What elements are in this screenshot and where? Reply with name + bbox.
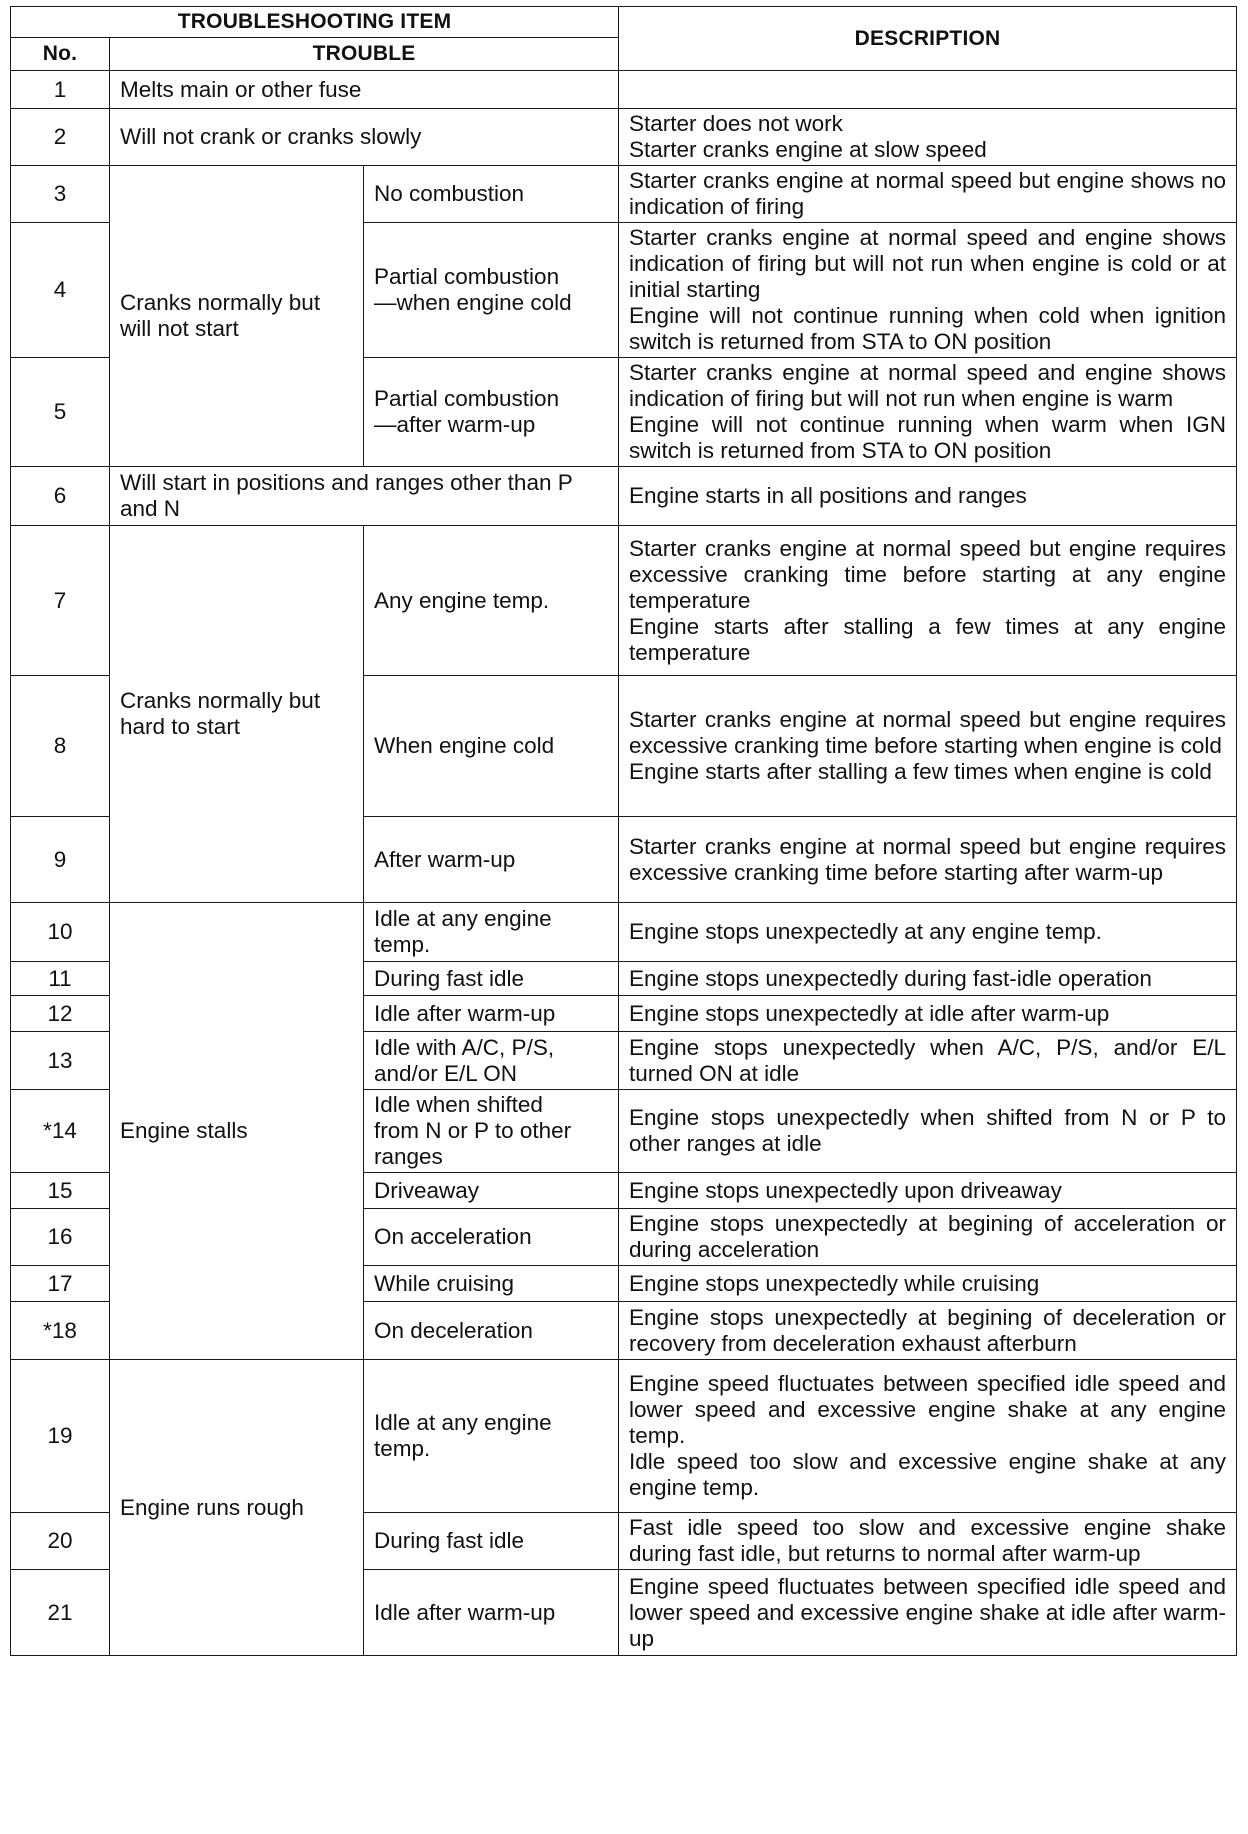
description-cell	[619, 467, 1237, 526]
trouble-text: Idle with A/C, P/S,	[374, 1034, 555, 1060]
trouble-text: Idle when shifted	[374, 1092, 543, 1117]
trouble-group-cell	[110, 166, 364, 467]
description-cell	[619, 676, 1237, 817]
trouble-cell	[364, 996, 619, 1032]
group-text: hard to start	[120, 714, 241, 739]
trouble-cell	[364, 1513, 619, 1570]
group-text: Engine stalls	[120, 1118, 248, 1143]
trouble-cell	[364, 358, 619, 467]
trouble-text: Idle at any engine	[374, 906, 552, 931]
trouble-text: Melts main or other fuse	[120, 76, 362, 102]
description-text: Engine will not continue running when cold when ignition switch is returned from STA to ON position	[629, 303, 1227, 354]
trouble-cell	[364, 903, 619, 962]
description-cell	[619, 1570, 1237, 1656]
trouble-text: Driveaway	[374, 1177, 480, 1203]
row-number: 8	[11, 676, 110, 817]
description-cell	[619, 526, 1237, 676]
trouble-text: On deceleration	[374, 1317, 533, 1343]
table-row	[11, 166, 1237, 223]
row-number: 6	[11, 467, 110, 526]
description-text: Starter cranks engine at normal speed and engine shows indication of firing but will not run when engine is cold or at initial starting	[629, 225, 1227, 302]
description-text: Engine speed fluctuates between specified idle speed and lower speed and excessive engine shake at idle after warm-up	[629, 1573, 1227, 1651]
trouble-text: On acceleration	[374, 1224, 532, 1249]
trouble-text: —after warm-up	[374, 412, 536, 437]
description-text: Idle speed too slow and excessive engine shake at any engine temp.	[629, 1449, 1227, 1500]
row-number: 20	[11, 1513, 110, 1570]
trouble-cell	[364, 817, 619, 903]
description-text: Engine starts after stalling a few times at any engine temperature	[629, 613, 1227, 665]
description-text: Engine stops unexpectedly when A/C, P/S, and/or E/L turned ON at idle	[629, 1034, 1227, 1086]
trouble-header: TROUBLE	[110, 38, 619, 71]
description-cell	[619, 903, 1237, 962]
trouble-text: Partial combustion	[374, 264, 560, 289]
row-number: 1	[11, 71, 110, 109]
description-cell	[619, 358, 1237, 467]
troubleshooting-sheet	[10, 6, 1238, 1656]
trouble-text: Partial combustion	[374, 386, 560, 411]
row-number: 2	[11, 109, 110, 166]
table-row	[11, 526, 1237, 676]
description-text: Starter cranks engine at slow speed	[629, 137, 987, 162]
troubleshooting-item-header: TROUBLESHOOTING ITEM	[11, 7, 619, 38]
description-text: Engine stops unexpectedly at begining of deceleration or recovery from deceleration exhaust afterburn	[629, 1304, 1227, 1356]
trouble-cell	[110, 467, 619, 526]
description-cell	[619, 996, 1237, 1032]
description-cell	[619, 1360, 1237, 1513]
row-number: 7	[11, 526, 110, 676]
trouble-text: No combustion	[374, 181, 525, 206]
trouble-text: Any engine temp.	[374, 587, 550, 613]
trouble-group-cell	[110, 526, 364, 903]
row-number: 11	[11, 962, 110, 996]
description-text: Engine starts in all positions and ranges	[629, 483, 1027, 508]
description-text: Engine starts after stalling a few times when engine is cold	[629, 759, 1212, 784]
trouble-text: During fast idle	[374, 965, 525, 991]
description-text: Engine stops unexpectedly at idle after warm-up	[629, 1000, 1110, 1026]
description-cell	[619, 1173, 1237, 1209]
description-text: Engine stops unexpectedly at begining of acceleration or during acceleration	[629, 1211, 1227, 1262]
row-number: 15	[11, 1173, 110, 1209]
trouble-cell	[364, 526, 619, 676]
trouble-text: While cruising	[374, 1270, 515, 1296]
table-row	[11, 903, 1237, 962]
description-text: Engine stops unexpectedly at any engine temp.	[629, 919, 1102, 944]
description-text: Engine stops unexpectedly when shifted from N or P to other ranges at idle	[629, 1105, 1227, 1156]
row-number: 5	[11, 358, 110, 467]
trouble-cell	[364, 1570, 619, 1656]
description-text: Starter cranks engine at normal speed and engine shows indication of firing but will not run when engine is warm	[629, 360, 1227, 411]
description-text: Engine will not continue running when warm when IGN switch is returned from STA to ON position	[629, 412, 1227, 463]
row-number: *14	[11, 1090, 110, 1173]
trouble-text: from N or P to other	[374, 1118, 572, 1143]
description-cell	[619, 223, 1237, 358]
description-cell	[619, 817, 1237, 903]
description-text: Starter cranks engine at normal speed but engine requires excessive cranking time before starting after warm-up	[629, 833, 1227, 885]
row-number: 3	[11, 166, 110, 223]
description-text: Starter does not work	[629, 111, 843, 136]
row-number: 21	[11, 1570, 110, 1656]
trouble-cell	[364, 1209, 619, 1266]
trouble-cell	[364, 223, 619, 358]
description-cell	[619, 962, 1237, 996]
table-row	[11, 467, 1237, 526]
row-number: 13	[11, 1032, 110, 1090]
trouble-group-cell	[110, 1360, 364, 1656]
description-text: Fast idle speed too slow and excessive engine shake during fast idle, but returns to normal after warm-up	[629, 1515, 1227, 1566]
group-text: Engine runs rough	[120, 1494, 304, 1520]
description-cell	[619, 1209, 1237, 1266]
description-text: Starter cranks engine at normal speed but engine shows no indication of firing	[629, 168, 1227, 219]
troubleshooting-table	[10, 6, 1237, 1656]
table-row	[11, 109, 1237, 166]
trouble-text: Will not crank or cranks slowly	[120, 124, 422, 149]
description-cell	[619, 71, 1237, 109]
trouble-cell	[364, 1173, 619, 1209]
trouble-text: temp.	[374, 932, 431, 957]
group-text: Cranks normally but	[120, 688, 321, 713]
description-cell	[619, 109, 1237, 166]
trouble-text: ranges	[374, 1144, 443, 1169]
description-cell	[619, 1090, 1237, 1173]
trouble-text: and/or E/L ON	[374, 1060, 517, 1086]
row-number: 17	[11, 1266, 110, 1302]
trouble-cell	[364, 166, 619, 223]
trouble-cell	[110, 71, 619, 109]
trouble-cell	[364, 1266, 619, 1302]
description-text: Engine stops unexpectedly while cruising	[629, 1270, 1040, 1296]
row-number: 10	[11, 903, 110, 962]
header-row-1	[11, 7, 1237, 38]
trouble-cell	[364, 1360, 619, 1513]
row-number: *18	[11, 1302, 110, 1360]
trouble-text: —when engine cold	[374, 290, 572, 315]
group-text: will not start	[120, 316, 239, 341]
trouble-cell	[364, 1032, 619, 1090]
table-row	[11, 71, 1237, 109]
description-text: Engine speed fluctuates between specified idle speed and lower speed and excessive engine shake at any engine temp.	[629, 1371, 1227, 1448]
trouble-text: Idle after warm-up	[374, 1000, 556, 1026]
trouble-cell	[364, 1090, 619, 1173]
description-cell	[619, 1302, 1237, 1360]
trouble-text: After warm-up	[374, 846, 516, 872]
description-text: Starter cranks engine at normal speed but engine requires excessive cranking time before starting when engine is cold	[629, 707, 1227, 758]
description-cell	[619, 1032, 1237, 1090]
row-number: 19	[11, 1360, 110, 1513]
description-text: Engine stops unexpectedly during fast-idle operation	[629, 965, 1152, 991]
row-number: 9	[11, 817, 110, 903]
trouble-text: During fast idle	[374, 1528, 525, 1553]
trouble-text: Will start in positions and ranges other than P and N	[120, 470, 573, 521]
group-text: Cranks normally but	[120, 290, 321, 315]
trouble-text: When engine cold	[374, 733, 555, 758]
description-cell	[619, 166, 1237, 223]
trouble-text: Idle at any engine	[374, 1410, 552, 1435]
trouble-cell	[364, 1302, 619, 1360]
description-text: Starter cranks engine at normal speed but engine requires excessive cranking time before starting at any engine temperature	[629, 535, 1227, 613]
trouble-group-cell	[110, 903, 364, 1360]
trouble-cell	[364, 962, 619, 996]
description-cell	[619, 1266, 1237, 1302]
trouble-text: temp.	[374, 1436, 431, 1461]
row-number: 16	[11, 1209, 110, 1266]
trouble-cell	[110, 109, 619, 166]
trouble-text: Idle after warm-up	[374, 1599, 556, 1625]
no-header: No.	[11, 38, 110, 71]
trouble-cell	[364, 676, 619, 817]
row-number: 12	[11, 996, 110, 1032]
row-number: 4	[11, 223, 110, 358]
table-row	[11, 1360, 1237, 1513]
description-header: DESCRIPTION	[619, 7, 1237, 71]
description-cell	[619, 1513, 1237, 1570]
description-text: Engine stops unexpectedly upon driveaway	[629, 1177, 1062, 1203]
